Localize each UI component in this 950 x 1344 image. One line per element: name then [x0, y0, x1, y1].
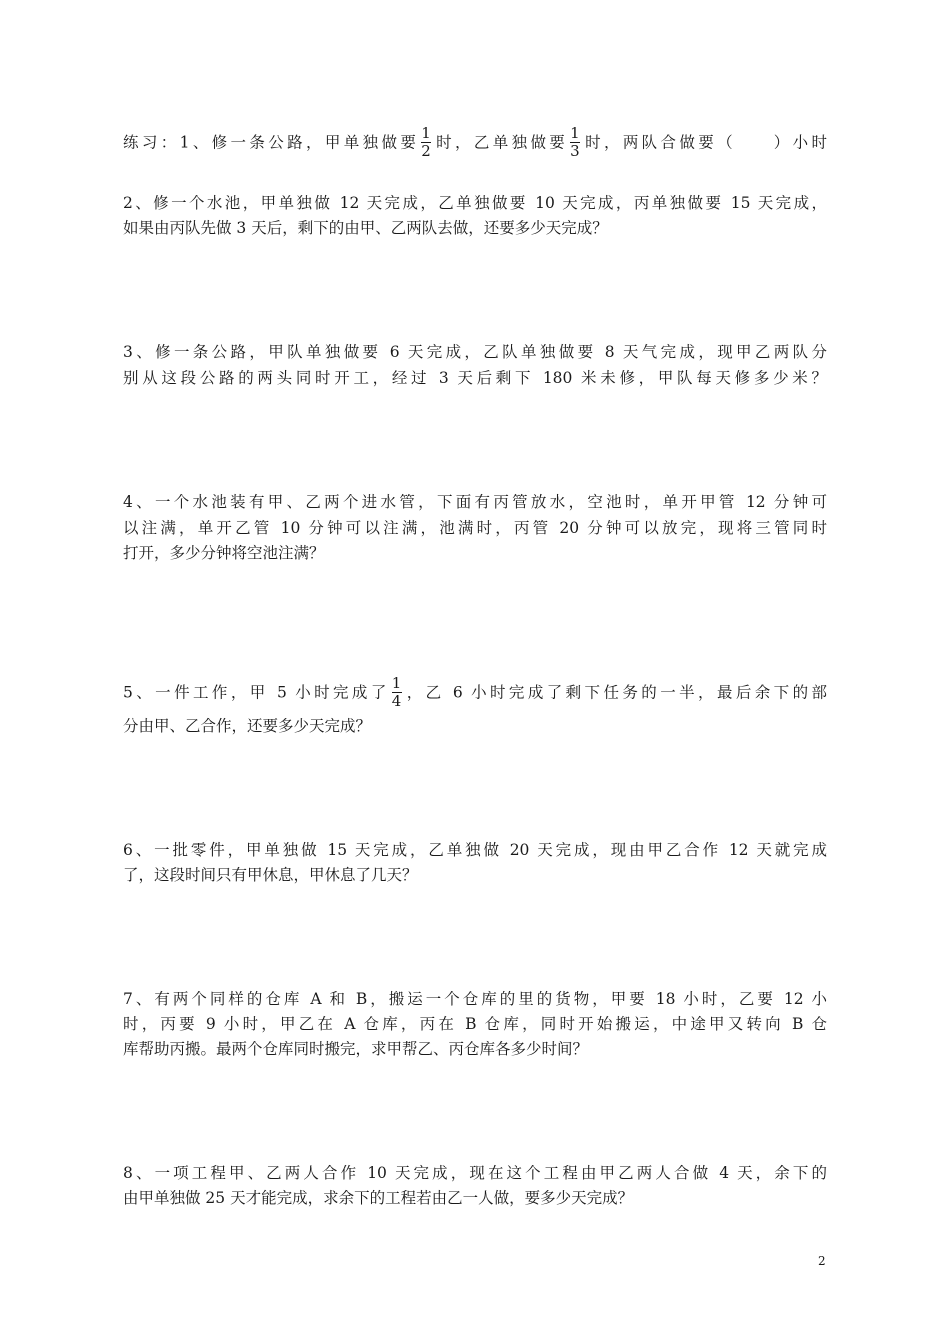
question-7-line-3: 库帮助丙搬。最两个仓库同时搬完，求甲帮乙、丙仓库各多少时间？ [123, 1040, 589, 1058]
question-1-mid: 时，乙单独做要 [432, 133, 569, 152]
question-4-line-3: 打开，多少分钟将空池注满？ [123, 544, 325, 562]
fraction-denominator: 3 [570, 142, 580, 160]
question-7-line-1: 7、有两个同样的仓库 A 和 B，搬运一个仓库的里的货物，甲要 18 小时，乙要 12 小 [123, 990, 827, 1008]
question-5-prefix: 5、一件工作，甲 5 小时完成了 [123, 683, 390, 702]
question-8-line-2: 由甲单独做 25 天才能完成，求余下的工程若由乙一人做，要多少天完成？ [123, 1189, 634, 1207]
question-1-suffix: 时，两队合做要（ ）小时 [581, 133, 827, 152]
question-6-line-2: 了，这段时间只有甲休息，甲休息了几天？ [123, 866, 418, 884]
fraction-numerator: 1 [570, 124, 580, 142]
question-2-line-2: 如果由丙队先做 3 天后，剩下的由甲、乙两队去做，还要多少天完成？ [123, 219, 608, 237]
question-6-line-1: 6、一批零件，甲单独做 15 天完成，乙单独做 20 天完成，现由甲乙合作 12 天就完成 [123, 841, 827, 859]
fraction-denominator: 2 [421, 142, 431, 160]
fraction-one-third [569, 125, 581, 160]
question-1 [123, 126, 827, 161]
question-4-line-2: 以注满，单开乙管 10 分钟可以注满，池满时，丙管 20 分钟可以放完，现将三管同时 [123, 519, 827, 537]
question-5-line-2: 分由甲、乙合作，还要多少天完成？ [123, 717, 372, 735]
fraction-one-half [420, 125, 432, 160]
question-1-prefix: 练习：1、修一条公路，甲单独做要 [123, 133, 420, 152]
question-5-suffix: ，乙 6 小时完成了剩下任务的一半，最后余下的部 [403, 683, 828, 702]
fraction-one-quarter [391, 675, 403, 710]
question-2-line-1: 2、修一个水池，甲单独做 12 天完成，乙单独做要 10 天完成，丙单独做要 15 天完成， [123, 194, 827, 212]
question-7-line-2: 时，丙要 9 小时，甲乙在 A 仓库，丙在 B 仓库，同时开始搬运，中途甲又转向 B 仓 [123, 1015, 827, 1033]
question-8-line-1: 8、一项工程甲、乙两人合作 10 天完成，现在这个工程由甲乙两人合做 4 天，余下的 [123, 1164, 827, 1182]
fraction-denominator: 4 [391, 692, 402, 710]
page-number: 2 [818, 1254, 826, 1268]
fraction-numerator: 1 [391, 674, 402, 692]
question-3-line-1: 3、修一条公路，甲队单独做要 6 天完成，乙队单独做要 8 天气完成，现甲乙两队分 [123, 343, 827, 361]
question-5-line-1 [123, 676, 827, 711]
fraction-numerator: 1 [421, 124, 431, 142]
question-3-line-2: 别从这段公路的两头同时开工，经过 3 天后剩下 180 米未修，甲队每天修多少米？ [123, 369, 827, 387]
question-4-line-1: 4、一个水池装有甲、乙两个进水管，下面有丙管放水，空池时，单开甲管 12 分钟可 [123, 493, 827, 511]
